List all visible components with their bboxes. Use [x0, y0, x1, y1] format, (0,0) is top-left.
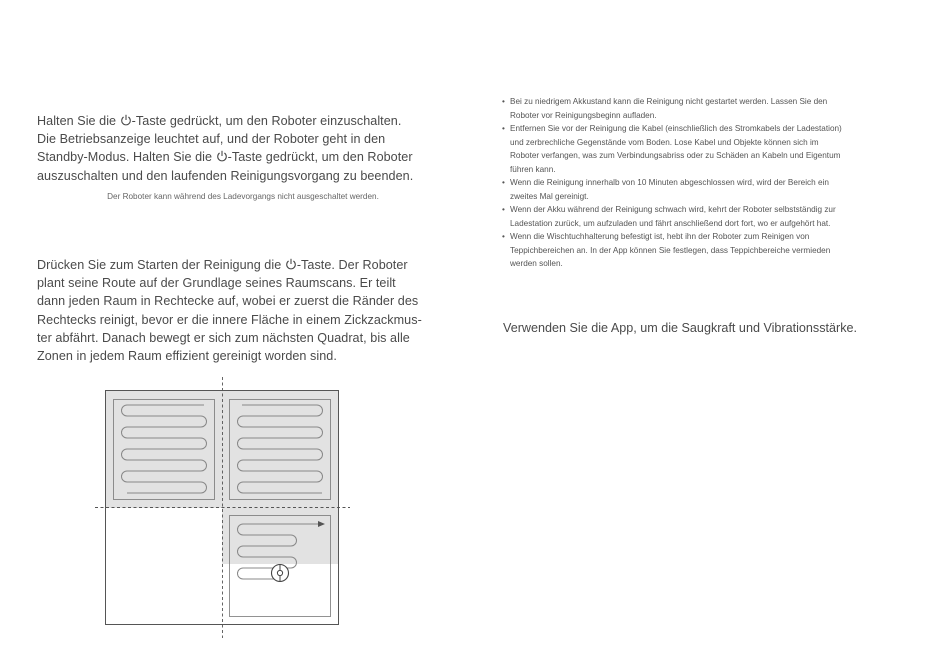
power-line-3: Standby-Modus. Halten Sie die -Taste gedrückt, um den Roboter [37, 150, 413, 165]
cleaning-line-6: Zonen in jedem Raum effizient gereinigt worden sind. [37, 349, 337, 364]
cleaning-line-3: dann jeden Raum in Rechtecke auf, wobei er zuerst die Ränder des [37, 294, 419, 309]
power-line-4: auszuschalten und den laufenden Reinigungsvorgang zu beenden. [37, 168, 414, 183]
list-item: • Bei zu niedrigem Akkustand kann die Reinigung nicht gestartet werden. Lassen Sie den Roboter vor Reinigungsbeginn aufladen. [502, 95, 922, 122]
power-line-2: Die Betriebsanzeige leuchtet auf, und der Roboter geht in den [37, 132, 386, 147]
list-item: • Entfernen Sie vor der Reinigung die Kabel (einschließlich des Stromkabels der Ladestation) und zerbrechliche Gegenstände vom Boden. Lose Kabel und Objekte können sich im Roboter verfangen, was zum Verbindungsabriss oder zu Schäden an Kabeln und Eigentum führen kann. [502, 122, 922, 176]
cleaning-line-2: plant seine Route auf der Grundlage seines Raumscans. Er teilt [37, 276, 396, 291]
cleaning-line-5: ter abfährt. Danach bewegt er sich zum nächsten Quadrat, bis alle [37, 330, 410, 345]
power-instructions [37, 112, 457, 185]
power-icon [216, 150, 228, 162]
robot-icon [272, 565, 289, 582]
notes-list [502, 95, 922, 271]
charging-note: Der Roboter kann während des Ladevorgangs nicht ausgeschaltet werden. [107, 192, 379, 201]
power-icon [120, 114, 132, 126]
cleaning-instructions [37, 256, 457, 365]
cleaning-route-diagram [90, 375, 352, 640]
cleaning-line-1: Drücken Sie zum Starten der Reinigung die -Taste. Der Roboter [37, 258, 408, 272]
list-item: • Wenn die Reinigung innerhalb von 10 Minuten abgeschlossen wird, wird der Bereich ein zweites Mal gereinigt. [502, 176, 922, 203]
power-icon [285, 258, 297, 270]
list-item: • Wenn die Wischtuchhalterung befestigt ist, hebt ihn der Roboter zum Reinigen von Teppichbereichen an. In der App können Sie festlegen, dass Teppichbereiche vermieden werden sollen. [502, 230, 922, 271]
power-line-1: Halten Sie die -Taste gedrückt, um den Roboter einzuschalten. [37, 114, 402, 128]
list-item: • Wenn der Akku während der Reinigung schwach wird, kehrt der Roboter selbstständig zur Ladestation zurück, um aufzuladen und fährt anschließend dort fort, wo er aufgehört hat. [502, 203, 922, 230]
app-settings-text: Verwenden Sie die App, um die Saugkraft und Vibrationsstärke. [503, 321, 858, 335]
cleaning-line-4: Rechtecks reinigt, bevor er die innere Fläche in einem Zickzackmus- [37, 312, 422, 327]
